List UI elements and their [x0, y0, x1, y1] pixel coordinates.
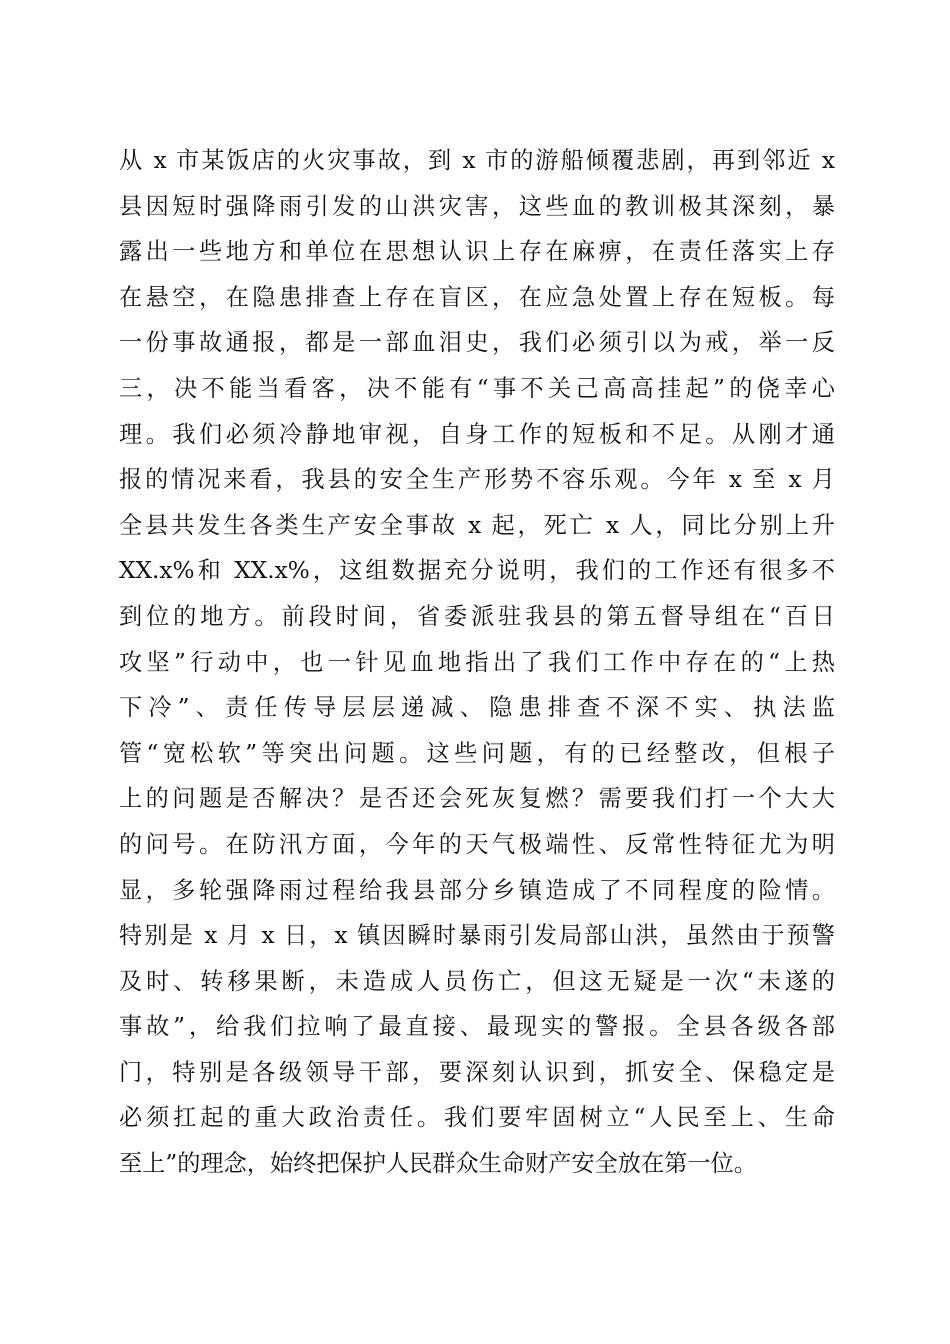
- text-line: 县因短时强降雨引发的山洪灾害，这些血的教训极其深刻，暴: [119, 192, 835, 220]
- text-line: XX.x%和 XX.x%，这组数据充分说明，我们的工作还有很多不: [119, 557, 835, 585]
- text-line: 三，决不能当看客，决不能有“事不关己高高挂起”的侥幸心: [119, 374, 835, 402]
- body-paragraph: [119, 138, 839, 1187]
- text-line: 全县共发生各类生产安全事故 x 起，死亡 x 人，同比分别上升: [119, 511, 835, 539]
- text-line: 特别是 x 月 x 日，x 镇因瞬时暴雨引发局部山洪，虽然由于预警: [119, 922, 835, 950]
- text-line: 在悬空，在隐患排查上存在盲区，在应急处置上存在短板。每: [119, 283, 835, 311]
- text-line: 到位的地方。前段时间，省委派驻我县的第五督导组在“百日: [119, 602, 835, 630]
- text-line: 报的情况来看，我县的安全生产形势不容乐观。今年 x 至 x 月: [119, 466, 835, 494]
- text-line: 事故”，给我们拉响了最直接、最现实的警报。全县各级各部: [119, 1013, 835, 1041]
- text-line: 上的问题是否解决？是否还会死灰复燃？需要我们打一个大大: [119, 785, 835, 813]
- text-line: 理。我们必须冷静地审视，自身工作的短板和不足。从刚才通: [119, 420, 835, 448]
- text-line: 一份事故通报，都是一部血泪史，我们必须引以为戒，举一反: [119, 329, 835, 357]
- text-line: 露出一些地方和单位在思想认识上存在麻痹，在责任落实上存: [119, 238, 835, 266]
- text-line: 及时、转移果断，未造成人员伤亡，但这无疑是一次“未遂的: [119, 967, 835, 995]
- text-line: 显，多轮强降雨过程给我县部分乡镇造成了不同程度的险情。: [119, 876, 835, 904]
- text-line: 从 x 市某饭店的火灾事故，到 x 市的游船倾覆悲剧，再到邻近 x: [119, 147, 835, 174]
- text-line: 下冷”、责任传导层层递减、隐患排查不深不实、执法监: [119, 694, 835, 722]
- text-line: 管“宽松软”等突出问题。这些问题，有的已经整改，但根子: [119, 739, 835, 767]
- text-line: 攻坚”行动中，也一针见血地指出了我们工作中存在的“上热: [119, 648, 835, 676]
- text-line: 至上”的理念，始终把保护人民群众生命财产安全放在第一位。: [119, 1150, 757, 1178]
- text-line: 的问号。在防汛方面，今年的天气极端性、反常性特征尤为明: [119, 830, 835, 858]
- text-line: 必须扛起的重大政治责任。我们要牢固树立“人民至上、生命: [119, 1104, 835, 1132]
- text-line: 门，特别是各级领导干部，要深刻认识到，抓安全、保稳定是: [119, 1058, 835, 1086]
